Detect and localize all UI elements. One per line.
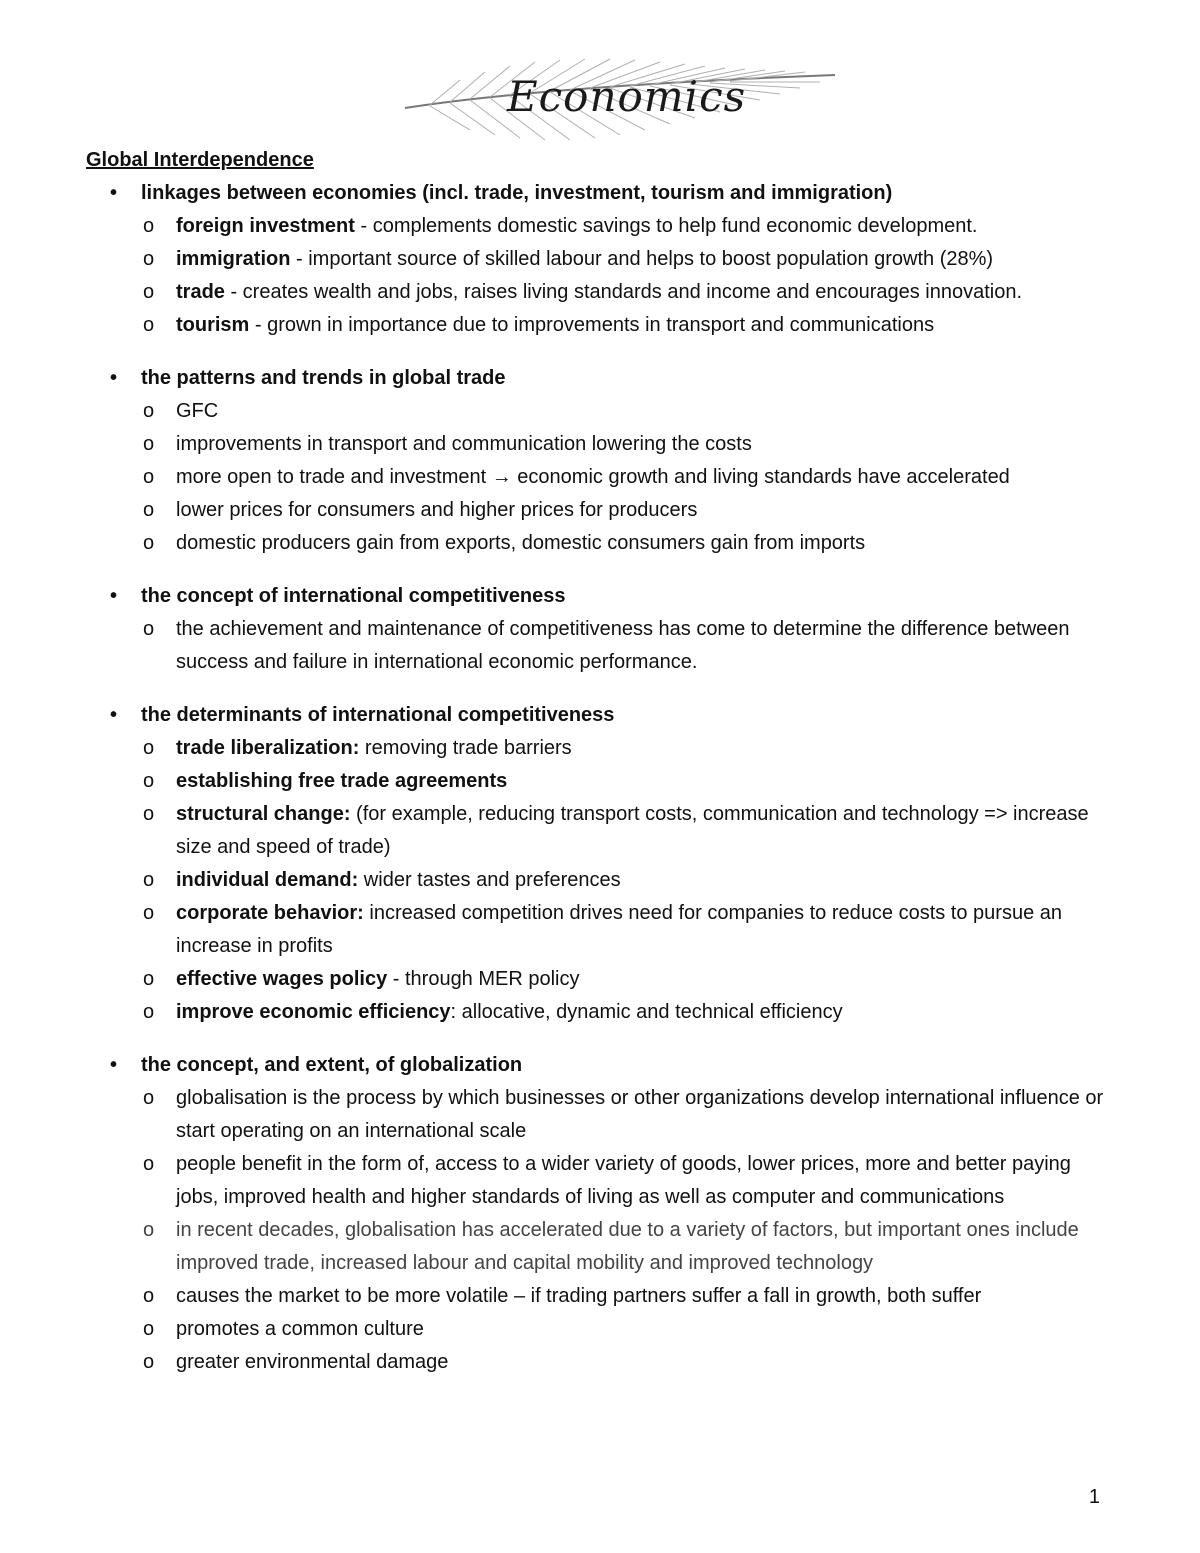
bullet-marker: o: [143, 1153, 155, 1175]
list-item: o corporate behavior: increased competition drives need for companies to reduce costs to pursue an increase in profits: [86, 897, 1106, 963]
bullet-marker: o: [143, 248, 155, 270]
list-item: o improve economic efficiency: allocative, dynamic and technical efficiency: [86, 996, 1106, 1029]
bullet-marker: o: [143, 770, 155, 792]
bullet-marker: o: [143, 1219, 155, 1241]
list-item: o globalisation is the process by which businesses or other organizations develop international influence or start operating on an international scale: [86, 1082, 1106, 1148]
bullet-marker: o: [143, 1318, 155, 1340]
list-item: o establishing free trade agreements: [86, 765, 1106, 798]
topic-competitiveness-concept: • the concept of international competitiveness: [86, 580, 1106, 613]
list-item: o lower prices for consumers and higher prices for producers: [86, 494, 1106, 527]
notes-body: [86, 140, 1106, 1379]
bullet-marker: o: [143, 433, 155, 455]
list-item: o the achievement and maintenance of competitiveness has come to determine the difference between success and failure in international economic performance.: [86, 613, 1106, 679]
list-item: o trade liberalization: removing trade barriers: [86, 732, 1106, 765]
topic-linkages: • linkages between economies (incl. trade, investment, tourism and immigration): [86, 177, 1106, 210]
bullet-marker: o: [143, 314, 155, 336]
bullet-marker: o: [143, 1285, 155, 1307]
page-number: 1: [1088, 1486, 1100, 1508]
section-heading: Global Interdependence: [86, 149, 314, 171]
topic-globalization: • the concept, and extent, of globalization: [86, 1049, 1106, 1082]
list-item: o trade - creates wealth and jobs, raises living standards and income and encourages innovation.: [86, 276, 1106, 309]
bullet-marker: o: [143, 1001, 155, 1023]
list-item: o effective wages policy - through MER policy: [86, 963, 1106, 996]
bullet-marker: o: [143, 1351, 155, 1373]
bullet-marker: o: [143, 281, 155, 303]
list-item: o domestic producers gain from exports, domestic consumers gain from imports: [86, 527, 1106, 560]
bullet-marker: o: [143, 1087, 155, 1109]
bullet-marker: o: [143, 215, 155, 237]
bullet-marker: o: [143, 902, 155, 924]
list-item: o GFC: [86, 395, 1106, 428]
list-item: o people benefit in the form of, access to a wider variety of goods, lower prices, more and better paying jobs, improved health and higher standards of living as well as computer and communications: [86, 1148, 1106, 1214]
list-item: o tourism - grown in importance due to improvements in transport and communications: [86, 309, 1106, 342]
page-title: Economics: [507, 72, 747, 121]
bullet-marker: o: [143, 400, 155, 422]
topic-competitiveness-determinants: • the determinants of international competitiveness: [86, 699, 1106, 732]
list-item: o promotes a common culture: [86, 1313, 1106, 1346]
bullet-marker: o: [143, 499, 155, 521]
list-item: o greater environmental damage: [86, 1346, 1106, 1379]
list-item: o causes the market to be more volatile – if trading partners suffer a fall in growth, both suffer: [86, 1280, 1106, 1313]
list-item: o immigration - important source of skilled labour and helps to boost population growth (28%): [86, 243, 1106, 276]
bullet-marker: o: [143, 737, 155, 759]
bullet-marker: o: [143, 532, 155, 554]
list-item: o more open to trade and investment → economic growth and living standards have accelerated: [86, 461, 1106, 494]
list-item: o in recent decades, globalisation has accelerated due to a variety of factors, but important ones include improved trade, increased labour and capital mobility and improved technology: [86, 1214, 1106, 1280]
bullet-marker: o: [143, 968, 155, 990]
list-item: o structural change: (for example, reducing transport costs, communication and technology => increase size and speed of trade): [86, 798, 1106, 864]
list-item: o foreign investment - complements domestic savings to help fund economic development.: [86, 210, 1106, 243]
bullet-marker: o: [143, 869, 155, 891]
topic-patterns-trends: • the patterns and trends in global trade: [86, 362, 1106, 395]
bullet-marker: o: [143, 466, 155, 488]
bullet-marker: o: [143, 618, 155, 640]
list-item: o individual demand: wider tastes and preferences: [86, 864, 1106, 897]
bullet-marker: o: [143, 803, 155, 825]
list-item: o improvements in transport and communication lowering the costs: [86, 428, 1106, 461]
